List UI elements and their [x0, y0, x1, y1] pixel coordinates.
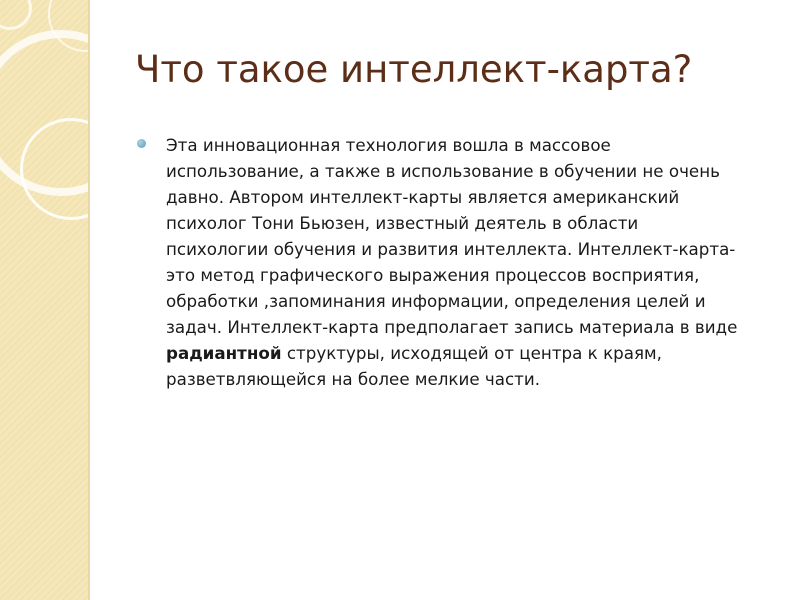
body-line: психолог Тони Бьюзен, известный деятель в области: [166, 213, 639, 233]
body-line: обработки ,запоминания информации, определения целей и: [166, 291, 706, 311]
side-band-edge: [88, 0, 90, 600]
body-line: задач. Интеллект-карта предполагает запись материала в виде: [166, 317, 738, 337]
body-text-segment: структуры, исходящей от центра к краям,: [281, 343, 662, 363]
body-line: психологии обучения и развития интеллекта. Интеллект-карта-: [166, 239, 736, 259]
body-line: использование, а также в использование в обучении не очень: [166, 161, 720, 181]
decorative-side-band: [0, 0, 88, 600]
decorative-circle: [0, 0, 32, 30]
body-line: Эта инновационная технология вошла в массовое: [166, 135, 611, 155]
body-line: это метод графического выражения процессов восприятия,: [166, 265, 700, 285]
bold-term: радиантной: [166, 343, 282, 363]
body-line: разветвляющейся на более мелкие части.: [166, 369, 541, 389]
slide-title: Что такое интеллект-карта?: [135, 48, 693, 91]
bullet-icon: [137, 139, 146, 148]
body-line: давно. Автором интеллект-карты является американский: [166, 187, 680, 207]
body-paragraph: [166, 132, 777, 392]
body-line: [166, 340, 777, 366]
